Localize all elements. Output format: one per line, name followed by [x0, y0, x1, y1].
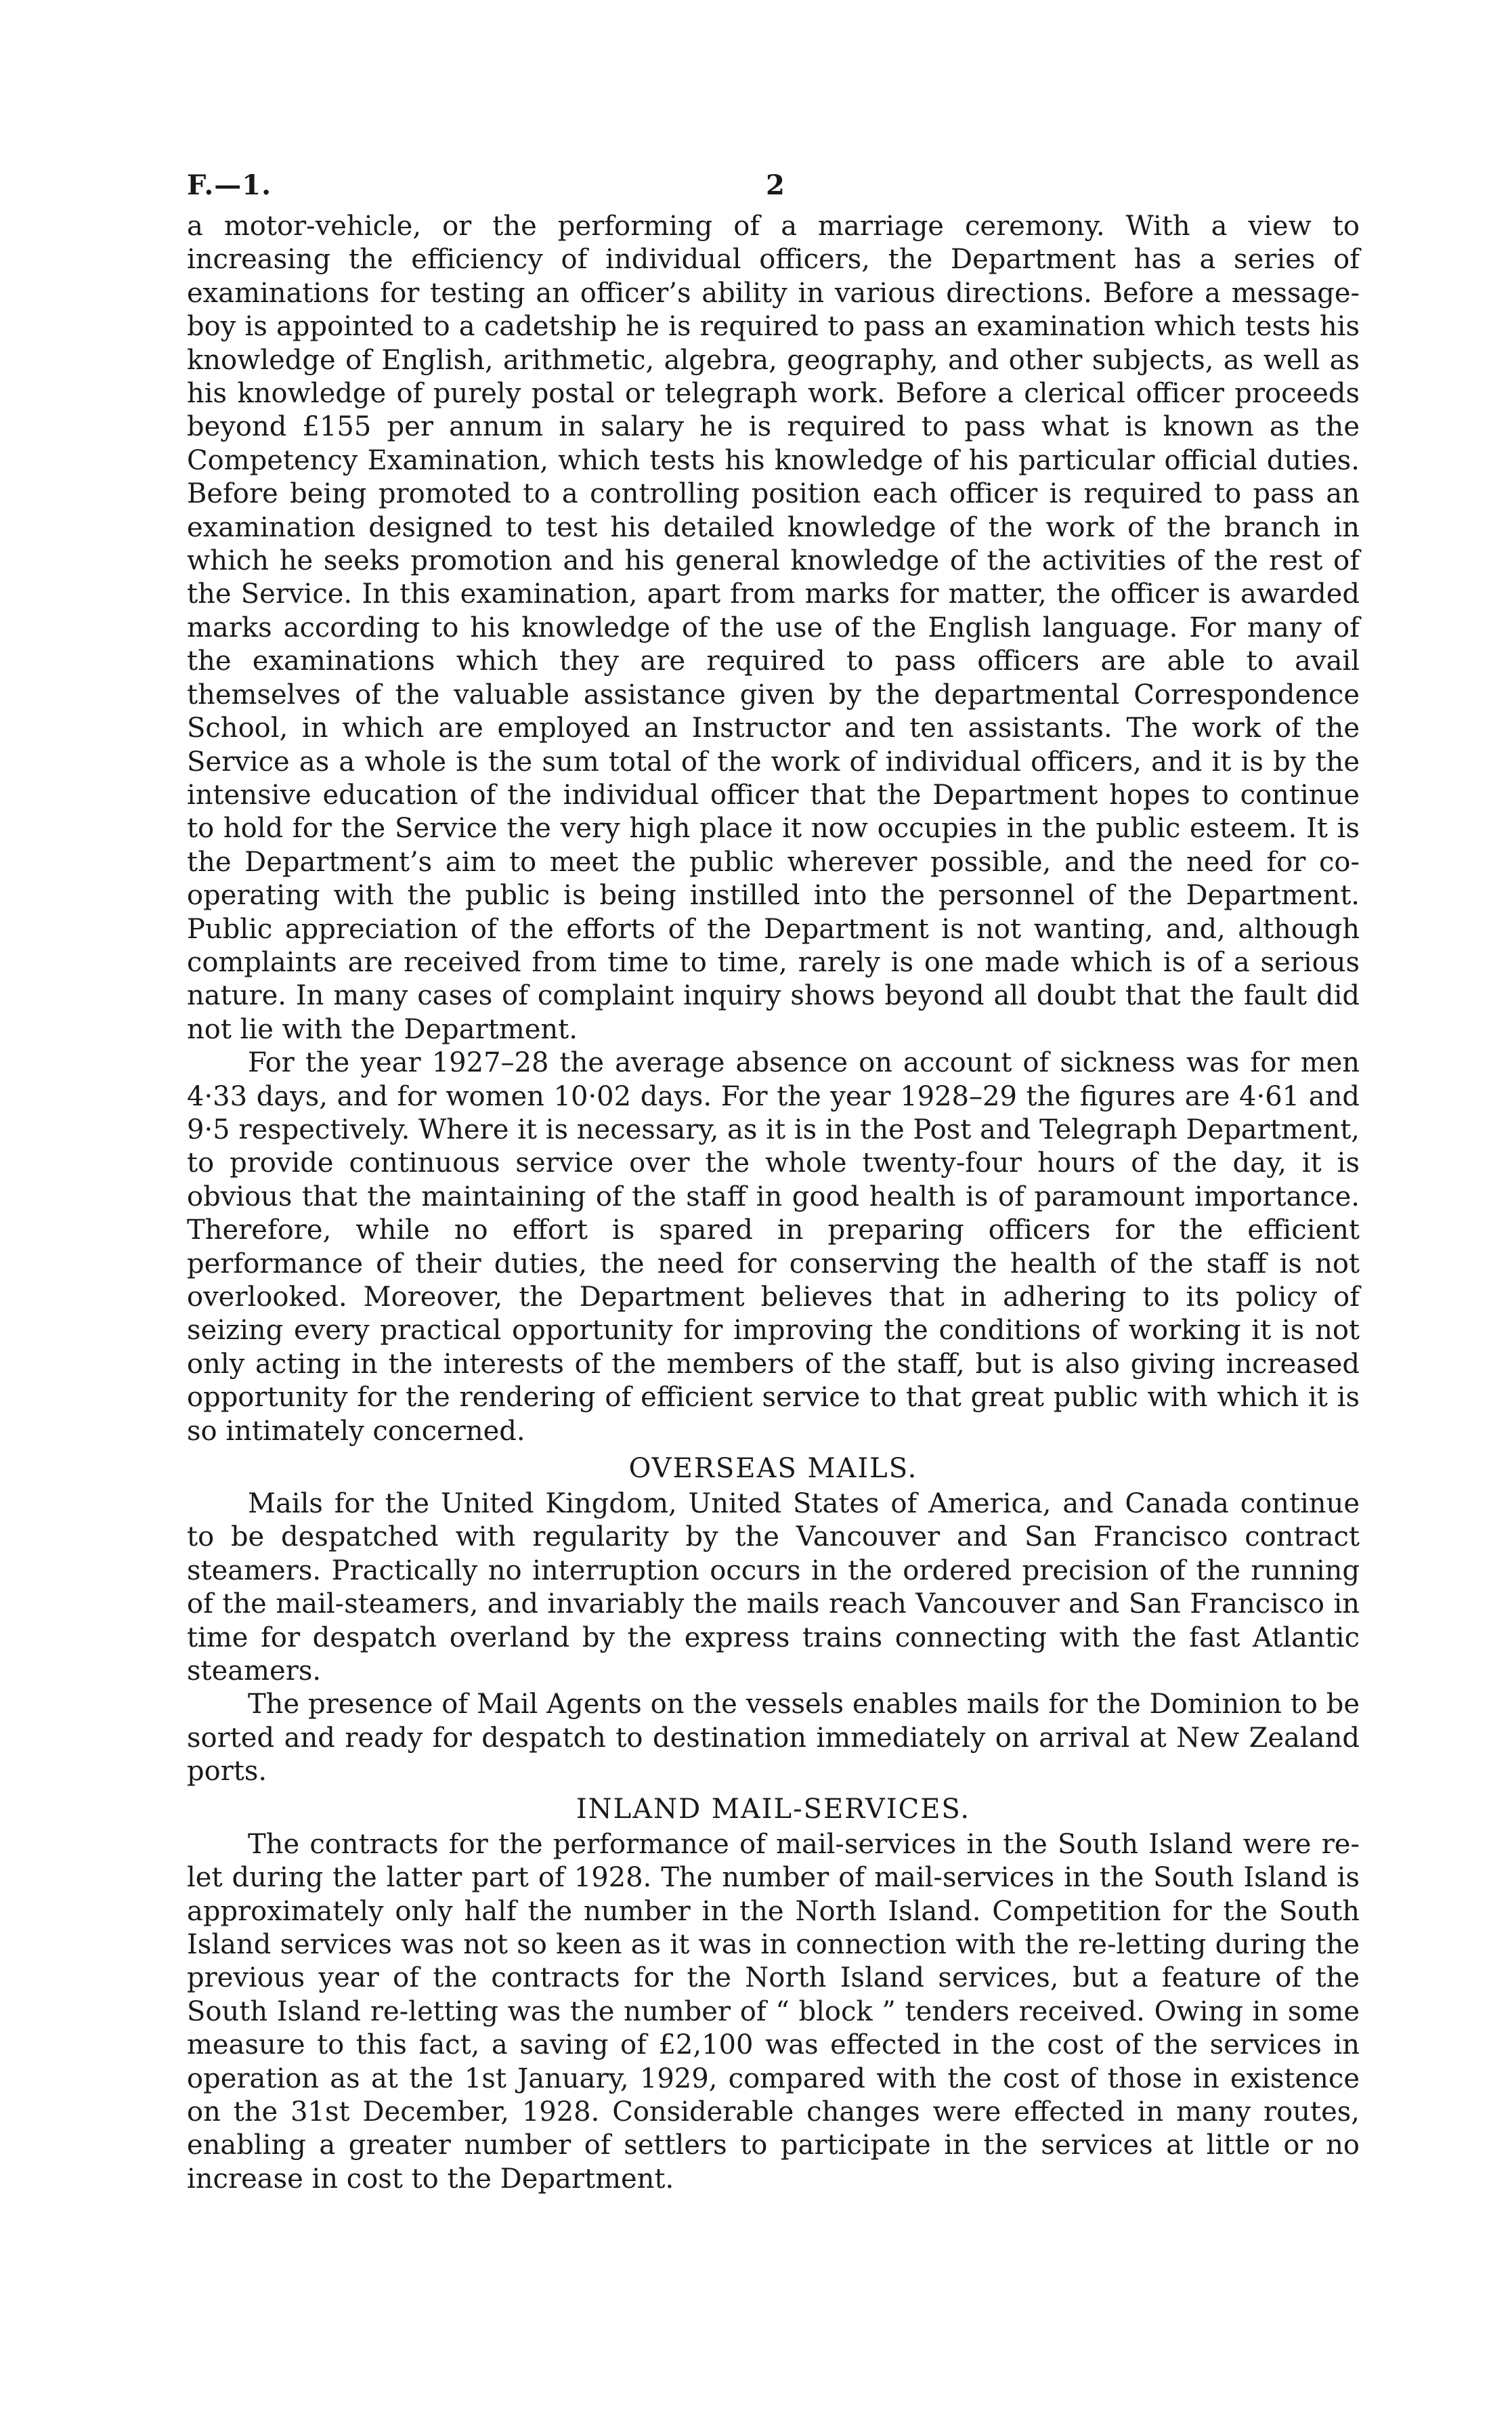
paragraph-sickness: For the year 1927–28 the average absence on account of sickness was for men 4·33 days, and for women 10·02 days. For the year 1928–29 the figures are 4·61 and 9·5 respectively. Where it is necessary, as it is in the Post and Telegraph Department, to provide continuous service over the whole twenty-four hours of the day, it is obvious that the maintaining of the staff in good health is of paramount importance. Therefore, while no effort is spared in preparing officers for the efficient performance of their duties, the need for conserving the health of the staff is not overlooked. Moreover, the Department believes that in adhering to its policy of seizing every practical opportunity for improving the conditions of working it is not only acting in the interests of the members of the staff, but is also giving increased opportunity for the rendering of efficient service to that great public with which it is so intimately concerned.	[187, 1047, 1360, 1447]
page-header	[187, 169, 1360, 210]
paragraph-examinations: a motor-vehicle, or the performing of a marriage ceremony. With a view to increasing the efficiency of individual officers, the Department has a series of examinations for testing an officer’s ability in various directions. Before a message-boy is appointed to a cadetship he is required to pass an examination which tests his knowledge of English, arithmetic, algebra, geography, and other subjects, as well as his knowledge of purely postal or telegraph work. Before a clerical officer proceeds beyond £155 per annum in salary he is required to pass what is known as the Competency Examination, which tests his knowledge of his particular official duties. Before being promoted to a controlling position each officer is required to pass an examination designed to test his detailed knowledge of the work of the branch in which he seeks promotion and his general knowledge of the activities of the rest of the Service. In this examination, apart from marks for matter, the officer is awarded marks according to his knowledge of the use of the English language. For many of the examinations which they are required to pass officers are able to avail themselves of the valuable assistance given by the departmental Correspondence School, in which are employed an Instructor and ten assistants. The work of the Service as a whole is the sum total of the work of individual officers, and it is by the intensive education of the individual officer that the Department hopes to continue to hold for the Service the very high place it now occupies in the public esteem. It is the Department’s aim to meet the public wherever possible, and the need for co-operating with the public is being instilled into the personnel of the Department. Public appreciation of the efforts of the Department is not wanting, and, although complaints are received from time to time, rarely is one made which is of a serious nature. In many cases of complaint inquiry shows beyond all doubt that the fault did not lie with the Department.	[187, 211, 1360, 1045]
section-title-overseas-mails: OVERSEAS MAILS.	[628, 1453, 918, 1485]
page-number: 2	[766, 169, 785, 201]
section-title-inland-mail-services: INLAND MAIL-SERVICES.	[576, 1793, 971, 1825]
document-reference: F.—1.	[187, 169, 272, 201]
paragraph-overseas-mails: Mails for the United Kingdom, United States of America, and Canada continue to be despatched with regularity by the Vancouver and San Francisco contract steamers. Practically no interruption occurs in the ordered precision of the running of the mail-steamers, and invariably the mails reach Vancouver and San Francisco in time for despatch overland by the express trains connecting with the fast Atlantic steamers.	[187, 1488, 1360, 1687]
paragraph-mail-agents: The presence of Mail Agents on the vessels enables mails for the Dominion to be sorted and ready for despatch to destination immediately on arrival at New Zealand ports.	[187, 1689, 1360, 1787]
paragraph-inland-mail-services: The contracts for the performance of mail-services in the South Island were re-let during the latter part of 1928. The number of mail-services in the South Island is approximately only half the number in the North Island. Competition for the South Island services was not so keen as it was in connection with the re-letting during the previous year of the contracts for the North Island services, but a feature of the South Island re-letting was the number of “ block ” tenders received. Owing in some measure to this fact, a saving of £2,100 was effected in the cost of the services in operation as at the 1st January, 1929, compared with the cost of those in existence on the 31st December, 1928. Considerable changes were effected in many routes, enabling a greater number of settlers to participate in the services at little or no increase in cost to the Department.	[187, 1828, 1360, 2195]
document-page	[187, 169, 1360, 2196]
